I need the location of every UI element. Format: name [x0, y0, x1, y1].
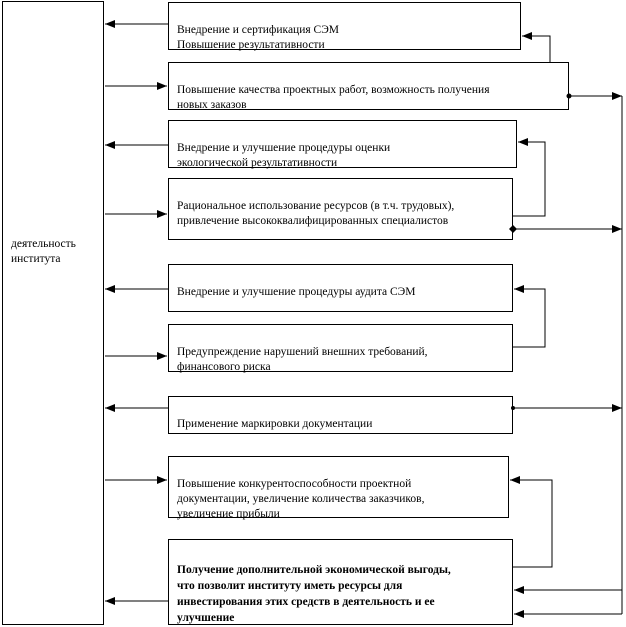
box-resource-usage-text: Рациональное использование ресурсов (в т.ч. трудовых), привлечение высококвалифицированных специалистов [177, 200, 455, 227]
arrow-b6-to-b5 [513, 289, 545, 347]
arrow-b9-to-b8 [510, 480, 552, 567]
junction-diamond-b4 [509, 225, 517, 233]
box-competitiveness-text: Повышение конкурентоспособности проектной документации, увеличение количества заказчиков, увеличение прибыли [177, 478, 425, 520]
arrow-b4-to-b3 [513, 142, 545, 216]
box-document-marking-text: Применение маркировки документации [177, 418, 373, 430]
junction-dot-b2 [567, 94, 572, 99]
box-economic-benefit-text: Получение дополнительной экономической выгоды, что позволит институту иметь ресурсы для инвестирования этих средств в деятельность и ее улучшение [177, 564, 451, 624]
box-design-quality-text: Повышение качества проектных работ, возможность получения новых заказов [177, 84, 490, 111]
box-sem-certification-text: Внедрение и сертификация СЭМ Повышение результативности [177, 24, 340, 51]
institute-activity-label: деятельность института [11, 238, 76, 265]
box-violation-prevention-text: Предупреждение нарушений внешних требований, финансового риска [177, 346, 428, 373]
junction-dot-b7 [511, 406, 515, 410]
box-sem-audit-text: Внедрение и улучшение процедуры аудита СЭМ [177, 286, 416, 298]
arrow-b2-to-b1 [522, 36, 550, 62]
box-ecological-assessment-text: Внедрение и улучшение процедуры оценки экологической результативности [177, 142, 391, 169]
